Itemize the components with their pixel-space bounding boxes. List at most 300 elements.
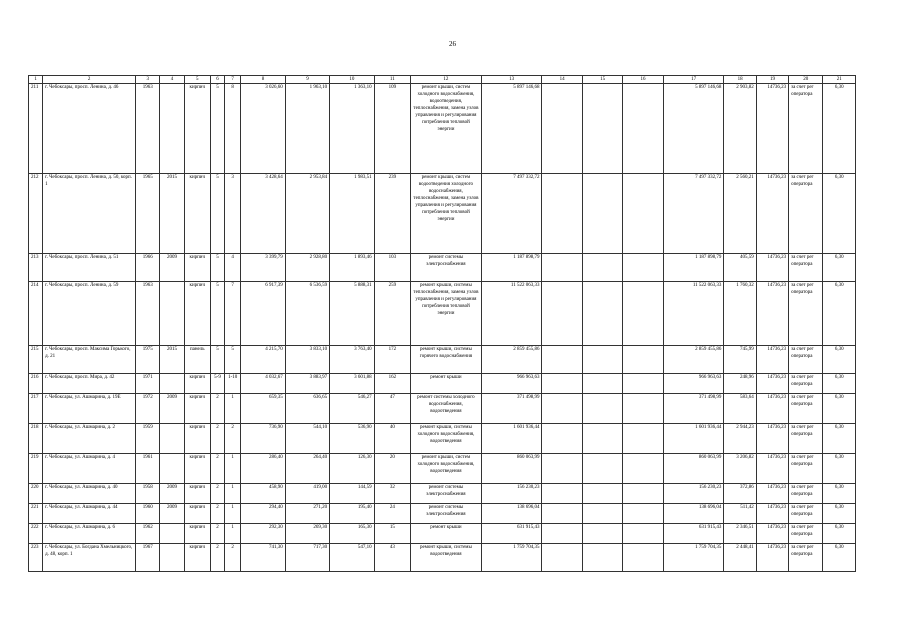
table-cell-col-4: 2009 — [160, 504, 184, 524]
table-cell-col-17: 860 063,99 — [663, 454, 724, 484]
table-cell-col-3: 1962 — [136, 524, 160, 544]
table-cell-col-18: 2 944,23 — [724, 424, 756, 454]
table-cell-col-2: г. Чебоксары, ул. Ашмарина, д. 40 — [43, 484, 136, 504]
header-cell: 7 — [225, 76, 241, 84]
table-cell-col-7: 3 — [225, 174, 241, 254]
table-cell-col-15 — [582, 484, 622, 504]
table-cell-col-7: 7 — [225, 282, 241, 346]
table-cell-col-21: 6,30 — [823, 84, 856, 174]
table-cell-col-18: 405,59 — [724, 254, 756, 282]
table-cell-col-6: 5 — [210, 282, 224, 346]
header-cell: 12 — [411, 76, 482, 84]
table-cell-col-15 — [582, 254, 622, 282]
table-cell-col-20: за счет рег оператора — [789, 374, 823, 394]
table-cell-col-12: ремонт системы холодного водоснабжения, водоотведения — [411, 394, 482, 424]
table-row — [29, 504, 856, 524]
table-cell-col-5: кирпич — [184, 424, 210, 454]
table-cell-col-21: 6,30 — [823, 454, 856, 484]
table-cell-col-20: за счет рег оператора — [789, 84, 823, 174]
table-cell-col-21: 6,30 — [823, 544, 856, 572]
repair-register-table — [28, 75, 856, 572]
table-cell-col-17: 1 601 936,44 — [663, 424, 724, 454]
header-cell: 17 — [663, 76, 724, 84]
table-cell-col-3: 1961 — [136, 454, 160, 484]
table-cell-col-14 — [542, 524, 582, 544]
table-cell-col-15 — [582, 282, 622, 346]
table-cell-col-6: 5 — [210, 84, 224, 174]
table-row — [29, 544, 856, 572]
table-cell-col-5: кирпич — [184, 504, 210, 524]
table-cell-col-6: 2 — [210, 424, 224, 454]
table-cell-col-8: 4 215,70 — [241, 346, 285, 374]
table-cell-col-2: г. Чебоксары, ул. Богдана Хмельницкого, д. 48, корп. 1 — [43, 544, 136, 572]
table-cell-col-15 — [582, 544, 622, 572]
table-cell-col-2: г. Чебоксары, ул. Ашмарина, д. 19Е — [43, 394, 136, 424]
header-cell: 16 — [623, 76, 663, 84]
table-cell-col-11: 43 — [374, 544, 410, 572]
table-cell-col-3: 1966 — [136, 254, 160, 282]
table-cell-col-19: 14736,23 — [756, 374, 788, 394]
table-cell-col-9: 3 883,97 — [285, 374, 329, 394]
table-cell-col-9: 269,30 — [285, 524, 329, 544]
table-cell-col-2: г. Чебоксары, просп. Ленина, д. 59 — [43, 282, 136, 346]
table-cell-col-11: 15 — [374, 524, 410, 544]
table-cell-col-4 — [160, 84, 184, 174]
table-cell-col-13: 1 759 704,35 — [481, 544, 542, 572]
table-cell-col-13: 156 230,23 — [481, 484, 542, 504]
table-cell-col-17: 2 859 455,86 — [663, 346, 724, 374]
table-cell-col-10: 3 601,88 — [330, 374, 374, 394]
table-cell-col-20: за счет рег оператора — [789, 424, 823, 454]
table-cell-col-7: 5 — [225, 346, 241, 374]
table-cell-col-21: 6,30 — [823, 254, 856, 282]
header-cell: 11 — [374, 76, 410, 84]
table-cell-col-4: 2015 — [160, 174, 184, 254]
table-cell-col-10: 165,30 — [330, 524, 374, 544]
table-cell-col-5: кирпич — [184, 484, 210, 504]
table-cell-col-6: 2 — [210, 544, 224, 572]
table-cell-col-1: 217 — [29, 394, 43, 424]
table-cell-col-9: 544,10 — [285, 424, 329, 454]
table-cell-col-16 — [623, 174, 663, 254]
table-row — [29, 524, 856, 544]
table-row — [29, 484, 856, 504]
table-cell-col-17: 11 522 063,33 — [663, 282, 724, 346]
table-cell-col-18: 583,64 — [724, 394, 756, 424]
table-cell-col-19: 14736,23 — [756, 484, 788, 504]
table-cell-col-10: 144,59 — [330, 484, 374, 504]
table-cell-col-19: 14736,23 — [756, 254, 788, 282]
table-cell-col-16 — [623, 424, 663, 454]
table-cell-col-2: г. Чебоксары, просп. Максима Горького, д. 21 — [43, 346, 136, 374]
table-cell-col-8: 292,30 — [241, 524, 285, 544]
table-cell-col-15 — [582, 524, 622, 544]
table-cell-col-1: 211 — [29, 84, 43, 174]
table-cell-col-1: 221 — [29, 504, 43, 524]
table-cell-col-8: 286,40 — [241, 454, 285, 484]
table-cell-col-14 — [542, 84, 582, 174]
table-cell-col-16 — [623, 524, 663, 544]
table-cell-col-6: 2 — [210, 524, 224, 544]
table-cell-col-5: кирпич — [184, 524, 210, 544]
table-cell-col-4 — [160, 282, 184, 346]
table-cell-col-21: 6,30 — [823, 374, 856, 394]
table-cell-col-14 — [542, 484, 582, 504]
table-cell-col-21: 6,30 — [823, 174, 856, 254]
table-cell-col-2: г. Чебоксары, просп. Ленина, д. 51 — [43, 254, 136, 282]
table-cell-col-21: 6,30 — [823, 484, 856, 504]
table-cell-col-8: 6 917,39 — [241, 282, 285, 346]
table-cell-col-13: 860 063,99 — [481, 454, 542, 484]
table-cell-col-6: 2 — [210, 454, 224, 484]
table-cell-col-2: г. Чебоксары, ул. Ашмарина, д. 4 — [43, 454, 136, 484]
page-number: 26 — [449, 40, 456, 48]
table-cell-col-5: кирпич — [184, 254, 210, 282]
table-cell-col-6: 5 — [210, 346, 224, 374]
table-cell-col-4 — [160, 424, 184, 454]
table-cell-col-1: 214 — [29, 282, 43, 346]
table-body — [29, 76, 856, 572]
table-cell-col-5: кирпич — [184, 84, 210, 174]
header-cell: 5 — [184, 76, 210, 84]
table-cell-col-8: 294,40 — [241, 504, 285, 524]
table-cell-col-3: 1959 — [136, 424, 160, 454]
table-cell-col-2: г. Чебоксары, просп. Ленина, д. 46 — [43, 84, 136, 174]
table-cell-col-9: 2 953,84 — [285, 174, 329, 254]
table-cell-col-18: 248,96 — [724, 374, 756, 394]
table-cell-col-14 — [542, 394, 582, 424]
table-cell-col-20: за счет рег оператора — [789, 254, 823, 282]
table-row — [29, 282, 856, 346]
table-cell-col-8: 4 032,67 — [241, 374, 285, 394]
table-cell-col-20: за счет рег оператора — [789, 504, 823, 524]
table-cell-col-20: за счет рег оператора — [789, 484, 823, 504]
table-cell-col-19: 14736,23 — [756, 544, 788, 572]
table-cell-col-7: 8 — [225, 84, 241, 174]
table-cell-col-3: 1963 — [136, 282, 160, 346]
table-cell-col-17: 1 759 704,35 — [663, 544, 724, 572]
header-cell: 2 — [43, 76, 136, 84]
table-cell-col-9: 264,40 — [285, 454, 329, 484]
table-cell-col-21: 6,30 — [823, 346, 856, 374]
table-cell-col-18: 1 760,32 — [724, 282, 756, 346]
table-row — [29, 346, 856, 374]
header-cell: 6 — [210, 76, 224, 84]
table-cell-col-20: за счет рег оператора — [789, 282, 823, 346]
table-cell-col-21: 6,30 — [823, 524, 856, 544]
table-cell-col-13: 2 859 455,86 — [481, 346, 542, 374]
table-row — [29, 84, 856, 174]
header-cell: 19 — [756, 76, 788, 84]
table-cell-col-7: 4 — [225, 254, 241, 282]
table-cell-col-6: 5 — [210, 174, 224, 254]
table-cell-col-18: 2 346,51 — [724, 524, 756, 544]
table-cell-col-10: 536,90 — [330, 424, 374, 454]
table-cell-col-1: 219 — [29, 454, 43, 484]
table-cell-col-1: 218 — [29, 424, 43, 454]
table-cell-col-13: 7 497 332,72 — [481, 174, 542, 254]
table-cell-col-11: 239 — [374, 174, 410, 254]
table-cell-col-1: 212 — [29, 174, 43, 254]
table-cell-col-5: кирпич — [184, 454, 210, 484]
table-cell-col-18: 3 206,82 — [724, 454, 756, 484]
table-cell-col-16 — [623, 484, 663, 504]
table-cell-col-8: 659,35 — [241, 394, 285, 424]
table-cell-col-10: 5 888,31 — [330, 282, 374, 346]
table-cell-col-8: 3 428,64 — [241, 174, 285, 254]
table-cell-col-20: за счет рег оператора — [789, 394, 823, 424]
table-cell-col-19: 14736,23 — [756, 394, 788, 424]
header-cell: 1 — [29, 76, 43, 84]
table-cell-col-13: 11 522 063,33 — [481, 282, 542, 346]
table-cell-col-8: 736,90 — [241, 424, 285, 454]
table-cell-col-9: 3 833,10 — [285, 346, 329, 374]
table-cell-col-15 — [582, 394, 622, 424]
table-cell-col-19: 14736,23 — [756, 504, 788, 524]
table-cell-col-14 — [542, 544, 582, 572]
table-cell-col-11: 109 — [374, 84, 410, 174]
header-cell: 10 — [330, 76, 374, 84]
table-cell-col-7: 2 — [225, 544, 241, 572]
table-cell-col-9: 271,20 — [285, 504, 329, 524]
table-cell-col-16 — [623, 394, 663, 424]
table-cell-col-19: 14736,23 — [756, 174, 788, 254]
table-cell-col-13: 5 897 146,68 — [481, 84, 542, 174]
table-row — [29, 424, 856, 454]
table-cell-col-20: за счет рег оператора — [789, 454, 823, 484]
table-cell-col-2: г. Чебоксары, просп. Ленина, д. 50, корп. 1 — [43, 174, 136, 254]
table-cell-col-10: 1 893,46 — [330, 254, 374, 282]
table-cell-col-15 — [582, 174, 622, 254]
table-cell-col-11: 40 — [374, 424, 410, 454]
table-cell-col-11: 172 — [374, 346, 410, 374]
table-cell-col-15 — [582, 84, 622, 174]
table-cell-col-9: 2 928,80 — [285, 254, 329, 282]
header-cell: 8 — [241, 76, 285, 84]
table-cell-col-18: 745,99 — [724, 346, 756, 374]
header-cell: 3 — [136, 76, 160, 84]
table-cell-col-18: 372,86 — [724, 484, 756, 504]
table-cell-col-1: 216 — [29, 374, 43, 394]
table-cell-col-13: 1 601 936,44 — [481, 424, 542, 454]
table-cell-col-12: ремонт крыши, системы холодного водоснабжения, водоотведения — [411, 424, 482, 454]
table-cell-col-11: 47 — [374, 394, 410, 424]
table-cell-col-3: 1965 — [136, 174, 160, 254]
table-cell-col-8: 458,90 — [241, 484, 285, 504]
table-cell-col-8: 3 026,60 — [241, 84, 285, 174]
table-cell-col-14 — [542, 346, 582, 374]
table-cell-col-19: 14736,23 — [756, 424, 788, 454]
table-cell-col-10: 1 983,51 — [330, 174, 374, 254]
table-cell-col-6: 5 — [210, 254, 224, 282]
table-cell-col-3: 1960 — [136, 504, 160, 524]
table-cell-col-11: 20 — [374, 454, 410, 484]
table-cell-col-7: 2 — [225, 424, 241, 454]
table-cell-col-15 — [582, 454, 622, 484]
table-cell-col-3: 1975 — [136, 346, 160, 374]
table-cell-col-1: 222 — [29, 524, 43, 544]
header-cell: 4 — [160, 76, 184, 84]
table-cell-col-7: 1 — [225, 484, 241, 504]
table-cell-col-18: 2 560,21 — [724, 174, 756, 254]
table-cell-col-13: 631 915,43 — [481, 524, 542, 544]
table-cell-col-9: 419,00 — [285, 484, 329, 504]
table-cell-col-4 — [160, 374, 184, 394]
table-cell-col-13: 138 696,04 — [481, 504, 542, 524]
table-cell-col-16 — [623, 504, 663, 524]
table-cell-col-11: 162 — [374, 374, 410, 394]
table-cell-col-14 — [542, 424, 582, 454]
table-cell-col-6: 2 — [210, 484, 224, 504]
table-cell-col-14 — [542, 504, 582, 524]
table-cell-col-10: 1 363,10 — [330, 84, 374, 174]
table-cell-col-12: ремонт системы электроснабжения — [411, 504, 482, 524]
table-cell-col-2: г. Чебоксары, просп. Мира, д. 42 — [43, 374, 136, 394]
header-cell: 18 — [724, 76, 756, 84]
table-cell-col-4: 2009 — [160, 394, 184, 424]
table-cell-col-12: ремонт крыши, системы горячего водоснабжения — [411, 346, 482, 374]
table-cell-col-2: г. Чебоксары, ул. Ашмарина, д. 44 — [43, 504, 136, 524]
table-cell-col-19: 14736,23 — [756, 454, 788, 484]
table-cell-col-9: 636,65 — [285, 394, 329, 424]
table-cell-col-5: панель — [184, 346, 210, 374]
table-cell-col-9: 717,30 — [285, 544, 329, 572]
table-cell-col-19: 14736,23 — [756, 524, 788, 544]
table-cell-col-12: ремонт крыши, системы теплоснабжения, замена узлов управления и регулирования потребления тепловой энергии — [411, 282, 482, 346]
table-cell-col-14 — [542, 174, 582, 254]
table-cell-col-13: 371 498,99 — [481, 394, 542, 424]
table-cell-col-11: 103 — [374, 254, 410, 282]
table-cell-col-15 — [582, 374, 622, 394]
table-cell-col-5: кирпич — [184, 544, 210, 572]
table-cell-col-11: 32 — [374, 484, 410, 504]
table-cell-col-10: 3 763,40 — [330, 346, 374, 374]
header-cell: 21 — [823, 76, 856, 84]
table-cell-col-12: ремонт системы электроснабжения — [411, 484, 482, 504]
table-cell-col-8: 741,30 — [241, 544, 285, 572]
table-cell-col-7: 1 — [225, 394, 241, 424]
table-cell-col-12: ремонт крыши — [411, 374, 482, 394]
table-cell-col-17: 7 497 332,72 — [663, 174, 724, 254]
table-row — [29, 454, 856, 484]
table-cell-col-4 — [160, 544, 184, 572]
table-cell-col-12: ремонт крыши, систем холодного водоснабжения, водоотведения, теплоснабжения, замена узлов управления и регулирования потребления тепловой энергии — [411, 84, 482, 174]
table-cell-col-7: 1 — [225, 504, 241, 524]
header-cell: 15 — [582, 76, 622, 84]
table-cell-col-14 — [542, 374, 582, 394]
header-cell: 9 — [285, 76, 329, 84]
table-cell-col-1: 220 — [29, 484, 43, 504]
table-cell-col-1: 215 — [29, 346, 43, 374]
table-cell-col-3: 1958 — [136, 484, 160, 504]
table-cell-col-14 — [542, 454, 582, 484]
table-cell-col-9: 1 963,10 — [285, 84, 329, 174]
table-cell-col-19: 14736,23 — [756, 346, 788, 374]
table-cell-col-17: 1 187 898,79 — [663, 254, 724, 282]
table-cell-col-7: 1-10 — [225, 374, 241, 394]
table-cell-col-12: ремонт крыши — [411, 524, 482, 544]
table-cell-col-12: ремонт крыши, систем холодного водоснабжения, водоотведения — [411, 454, 482, 484]
table-cell-col-10: 126,30 — [330, 454, 374, 484]
table-cell-col-19: 14736,23 — [756, 84, 788, 174]
table-cell-col-4: 2015 — [160, 346, 184, 374]
table-cell-col-17: 156 230,23 — [663, 484, 724, 504]
table-cell-col-16 — [623, 346, 663, 374]
table-cell-col-11: 24 — [374, 504, 410, 524]
table-cell-col-20: за счет рег оператора — [789, 524, 823, 544]
table-cell-col-21: 6,30 — [823, 504, 856, 524]
table-cell-col-4: 2009 — [160, 254, 184, 282]
table-cell-col-17: 138 696,04 — [663, 504, 724, 524]
table-cell-col-18: 511,42 — [724, 504, 756, 524]
table-cell-col-12: ремонт крыши, систем водоотведения холодного водоснабжения, теплоснабжения, замена узлов управления и регулирования потребления тепловой энергии — [411, 174, 482, 254]
table-cell-col-8: 3 399,79 — [241, 254, 285, 282]
table-cell-col-17: 966 963,63 — [663, 374, 724, 394]
table-cell-col-20: за счет рег оператора — [789, 346, 823, 374]
table-cell-col-16 — [623, 84, 663, 174]
header-cell: 13 — [481, 76, 542, 84]
table-row — [29, 374, 856, 394]
table-cell-col-10: 546,27 — [330, 394, 374, 424]
table-cell-col-4 — [160, 524, 184, 544]
table-row — [29, 174, 856, 254]
table-cell-col-5: кирпич — [184, 374, 210, 394]
table-cell-col-12: ремонт крыши, системы водоотведения — [411, 544, 482, 572]
table-cell-col-16 — [623, 282, 663, 346]
table-cell-col-1: 223 — [29, 544, 43, 572]
header-cell: 14 — [542, 76, 582, 84]
table-cell-col-17: 631 915,43 — [663, 524, 724, 544]
table-cell-col-7: 1 — [225, 524, 241, 544]
table-cell-col-7: 1 — [225, 454, 241, 484]
table-cell-col-13: 966 963,63 — [481, 374, 542, 394]
table-cell-col-20: за счет рег оператора — [789, 544, 823, 572]
table-cell-col-4: 2009 — [160, 484, 184, 504]
table-cell-col-21: 6,30 — [823, 394, 856, 424]
table-cell-col-5: кирпич — [184, 394, 210, 424]
table-cell-col-14 — [542, 282, 582, 346]
table-cell-col-16 — [623, 254, 663, 282]
table-cell-col-3: 1963 — [136, 84, 160, 174]
table-cell-col-10: 195,40 — [330, 504, 374, 524]
table-cell-col-12: ремонт системы электроснабжения — [411, 254, 482, 282]
table-cell-col-4 — [160, 454, 184, 484]
table-cell-col-14 — [542, 254, 582, 282]
table-cell-col-3: 1967 — [136, 544, 160, 572]
table-cell-col-2: г. Чебоксары, ул. Ашмарина, д. 6 — [43, 524, 136, 544]
table-cell-col-16 — [623, 544, 663, 572]
table-cell-col-5: кирпич — [184, 174, 210, 254]
table-cell-col-15 — [582, 504, 622, 524]
table-row — [29, 394, 856, 424]
table-cell-col-21: 6,30 — [823, 424, 856, 454]
table-cell-col-13: 1 187 898,79 — [481, 254, 542, 282]
table-cell-col-6: 2 — [210, 504, 224, 524]
table-cell-col-15 — [582, 424, 622, 454]
table-cell-col-15 — [582, 346, 622, 374]
header-cell: 20 — [789, 76, 823, 84]
table-cell-col-18: 2 903,82 — [724, 84, 756, 174]
table-cell-col-20: за счет рег оператора — [789, 174, 823, 254]
table-cell-col-5: кирпич — [184, 282, 210, 346]
table-cell-col-9: 6 536,59 — [285, 282, 329, 346]
table-cell-col-6: 2 — [210, 394, 224, 424]
table-cell-col-10: 547,10 — [330, 544, 374, 572]
header-row — [29, 76, 856, 84]
table-row — [29, 254, 856, 282]
table-cell-col-16 — [623, 454, 663, 484]
table-cell-col-3: 1971 — [136, 374, 160, 394]
